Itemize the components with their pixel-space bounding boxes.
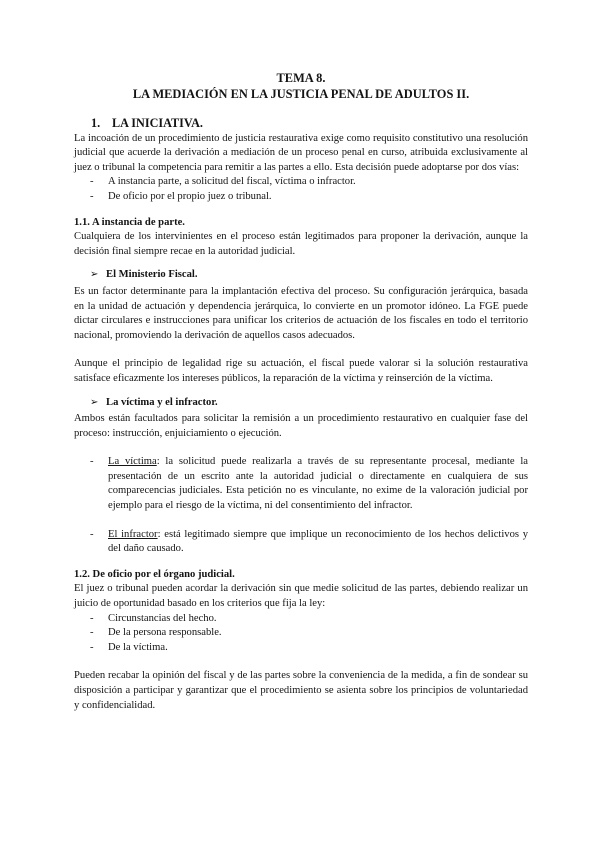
title-line-2: LA MEDIACIÓN EN LA JUSTICIA PENAL DE ADULTOS II. [132,87,470,101]
title-line-1: TEMA 8. [276,71,326,85]
list-item-text: A instancia parte, a solicitud del fiscal, víctima o infractor. [108,176,356,188]
document-page [74,70,528,713]
dash-bullet: - [90,641,94,653]
list-item-text: De la víctima. [108,641,168,653]
list-item [74,528,528,557]
list-item-text: De la persona responsable. [108,627,222,639]
list-item [74,641,528,656]
section-1-1-heading: 1.1. A instancia de parte. [74,216,185,228]
section-1-heading [74,116,528,131]
ways-list [74,175,528,204]
list-item-text: Circunstancias del hecho. [108,612,217,624]
dash-bullet: - [90,176,94,188]
victima-infractor-heading [74,396,528,411]
section-1-title: LA INICIATIVA. [112,116,203,130]
arrow-bullet-icon: ➢ [90,269,99,281]
victima-infractor-heading-text: La víctima y el infractor. [106,396,218,408]
dash-bullet: - [90,528,94,540]
list-item-text: De oficio por el propio juez o tribunal. [108,190,272,202]
party-text-victima: : la solicitud puede realizarla a través de su representante procesal, mediante la presentación de un escrito ante la autoridad judicial o directamente en cualquiera de sus comparecencias judiciales. Esta petición no es vinculante, no exime de la valoración judicial por ejemplo para el riesgo de la víctima, ni del consentimiento del infractor. [108,456,529,512]
victima-infractor-text: Ambos están facultados para solicitar la remisión a un procedimiento restaurativo en cualquier fase del proceso: instrucción, enjuiciamiento o ejecución. [74,413,528,439]
dash-bullet: - [90,190,94,202]
section-1-2-heading: 1.2. De oficio por el órgano judicial. [74,568,235,580]
list-item [74,612,528,627]
fiscal-heading-text: El Ministerio Fiscal. [106,269,198,281]
arrow-bullet-icon: ➢ [90,396,99,408]
section-1-1-text: Cualquiera de los intervinientes en el proceso están legitimados para proponer la derivación, aunque la decisión final siempre recae en la autoridad judicial. [74,231,528,257]
section-1-2-text: El juez o tribunal pueden acordar la derivación sin que medie solicitud de las partes, debiendo realizar un juicio de oportunidad basado en los criterios que fija la ley: [74,583,528,610]
list-item [74,175,528,190]
dash-bullet: - [90,627,94,639]
fiscal-text-1: Es un factor determinante para la implantación efectiva del proceso. Su configuración jerárquica, basada en la unidad de actuación y dependencia jerárquica, lo convierte en un promotor idóneo. La FGE puede dictar circulares e instrucciones para unificar los criterios de actuación de los fiscales en todo el territorio nacional, promoviendo la derivación de aquellos casos adecuados. [74,285,528,341]
list-item [74,455,528,513]
document-title [74,70,528,102]
parties-list [74,455,528,557]
section-1-number: 1. [91,116,101,130]
list-item [74,626,528,641]
dash-bullet: - [90,612,94,624]
fiscal-text-2: Aunque el principio de legalidad rige su actuación, el fiscal puede valorar si la solución restaurativa satisface eficazmente los intereses públicos, la reparación de la víctima y reinserción de la víctima. [74,358,528,384]
criteria-list [74,612,528,656]
section-1-intro: La incoación de un procedimiento de justicia restaurativa exige como requisito constitutivo una resolución judicial que acuerde la derivación a mediación de un proceso penal en curso, atribuida exclusivamente al juez o tribunal la competencia para remitir a las partes a ello. Esta decisión puede adoptarse por dos vías: [74,132,528,173]
party-text-infractor: : está legitimado siempre que implique un reconocimiento de los hechos delictivos y del daño causado. [108,528,529,555]
list-item [74,190,528,205]
section-1-2-closing: Pueden recabar la opinión del fiscal y de las partes sobre la conveniencia de la medida, a fin de sondear su disposición a participar y garantizar que el procedimiento se asienta sobre los principios de voluntariedad y confidencialidad. [74,670,528,711]
fiscal-heading [74,268,528,283]
party-label-victima: La víctima [108,456,157,468]
dash-bullet: - [90,456,94,468]
party-label-infractor: El infractor [108,528,158,540]
